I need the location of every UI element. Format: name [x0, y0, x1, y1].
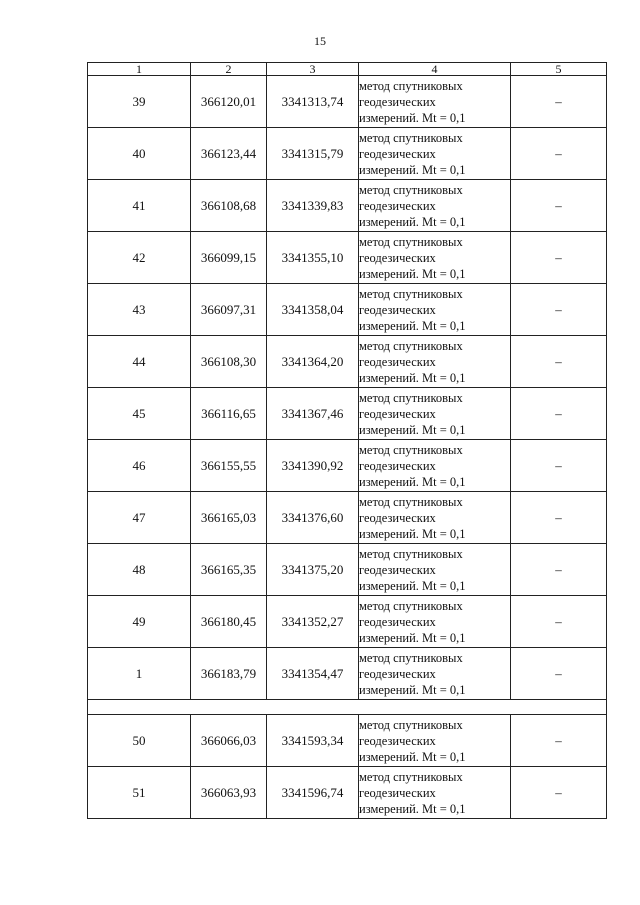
table-row	[88, 440, 607, 492]
method-cell	[359, 440, 511, 492]
x-coordinate-cell: 366180,45	[191, 596, 267, 648]
method-cell	[359, 648, 511, 700]
point-number-cell: 44	[88, 336, 191, 388]
column-header-number: 1	[88, 63, 191, 76]
table-row	[88, 232, 607, 284]
method-text-line: метод спутниковых	[359, 546, 463, 561]
x-coordinate-cell: 366108,68	[191, 180, 267, 232]
coordinates-table	[87, 62, 607, 819]
method-text-line: измерений. Mt = 0,1	[359, 370, 466, 385]
y-coordinate-cell: 3341354,47	[267, 648, 359, 700]
column-header-y: 3	[267, 63, 359, 76]
method-cell	[359, 180, 511, 232]
table-row	[88, 648, 607, 700]
column-header-x: 2	[191, 63, 267, 76]
error-cell: –	[511, 232, 607, 284]
method-text-line: измерений. Mt = 0,1	[359, 422, 466, 437]
x-coordinate-cell: 366155,55	[191, 440, 267, 492]
x-coordinate-cell: 366108,30	[191, 336, 267, 388]
method-text-line: измерений. Mt = 0,1	[359, 526, 466, 541]
error-cell: –	[511, 180, 607, 232]
y-coordinate-cell: 3341390,92	[267, 440, 359, 492]
gap-cell	[88, 700, 607, 715]
error-cell: –	[511, 128, 607, 180]
point-number-cell: 50	[88, 715, 191, 767]
method-text-line: геодезических	[359, 406, 436, 421]
method-cell	[359, 388, 511, 440]
method-text-line: измерений. Mt = 0,1	[359, 162, 466, 177]
table-row	[88, 767, 607, 819]
method-text-line: геодезических	[359, 510, 436, 525]
method-text-line: измерений. Mt = 0,1	[359, 801, 466, 816]
column-header-error: 5	[511, 63, 607, 76]
error-cell: –	[511, 544, 607, 596]
y-coordinate-cell: 3341375,20	[267, 544, 359, 596]
point-number-cell: 47	[88, 492, 191, 544]
y-coordinate-cell: 3341376,60	[267, 492, 359, 544]
table-row	[88, 492, 607, 544]
x-coordinate-cell: 366165,35	[191, 544, 267, 596]
method-text-line: метод спутниковых	[359, 442, 463, 457]
table-row	[88, 76, 607, 128]
table-row	[88, 180, 607, 232]
method-text-line: измерений. Mt = 0,1	[359, 214, 466, 229]
method-text-line: геодезических	[359, 562, 436, 577]
method-text-line: измерений. Mt = 0,1	[359, 318, 466, 333]
point-number-cell: 40	[88, 128, 191, 180]
header-row	[88, 63, 607, 76]
y-coordinate-cell: 3341339,83	[267, 180, 359, 232]
method-text-line: геодезических	[359, 785, 436, 800]
page-number: 15	[314, 34, 326, 48]
y-coordinate-cell: 3341358,04	[267, 284, 359, 336]
method-text-line: геодезических	[359, 458, 436, 473]
method-cell	[359, 544, 511, 596]
method-cell	[359, 767, 511, 819]
point-number-cell: 46	[88, 440, 191, 492]
table-row	[88, 715, 607, 767]
method-text-line: геодезических	[359, 94, 436, 109]
method-cell	[359, 336, 511, 388]
point-number-cell: 41	[88, 180, 191, 232]
x-coordinate-cell: 366116,65	[191, 388, 267, 440]
y-coordinate-cell: 3341367,46	[267, 388, 359, 440]
method-cell	[359, 715, 511, 767]
x-coordinate-cell: 366063,93	[191, 767, 267, 819]
table-row	[88, 336, 607, 388]
method-text-line: метод спутниковых	[359, 390, 463, 405]
method-text-line: метод спутниковых	[359, 234, 463, 249]
method-text-line: метод спутниковых	[359, 494, 463, 509]
point-number-cell: 49	[88, 596, 191, 648]
method-cell	[359, 596, 511, 648]
point-number-cell: 42	[88, 232, 191, 284]
table-body	[88, 76, 607, 819]
error-cell: –	[511, 767, 607, 819]
x-coordinate-cell: 366066,03	[191, 715, 267, 767]
method-text-line: геодезических	[359, 302, 436, 317]
method-text-line: метод спутниковых	[359, 286, 463, 301]
y-coordinate-cell: 3341596,74	[267, 767, 359, 819]
point-number-cell: 43	[88, 284, 191, 336]
error-cell: –	[511, 284, 607, 336]
error-cell: –	[511, 76, 607, 128]
method-text-line: метод спутниковых	[359, 650, 463, 665]
method-cell	[359, 284, 511, 336]
method-text-line: измерений. Mt = 0,1	[359, 110, 466, 125]
point-number-cell: 39	[88, 76, 191, 128]
method-text-line: измерений. Mt = 0,1	[359, 578, 466, 593]
method-text-line: геодезических	[359, 250, 436, 265]
method-text-line: геодезических	[359, 354, 436, 369]
error-cell: –	[511, 492, 607, 544]
y-coordinate-cell: 3341313,74	[267, 76, 359, 128]
method-cell	[359, 232, 511, 284]
error-cell: –	[511, 440, 607, 492]
method-text-line: геодезических	[359, 198, 436, 213]
y-coordinate-cell: 3341364,20	[267, 336, 359, 388]
method-text-line: измерений. Mt = 0,1	[359, 474, 466, 489]
method-text-line: метод спутниковых	[359, 338, 463, 353]
point-number-cell: 48	[88, 544, 191, 596]
method-cell	[359, 492, 511, 544]
method-text-line: измерений. Mt = 0,1	[359, 266, 466, 281]
method-text-line: измерений. Mt = 0,1	[359, 749, 466, 764]
table-row	[88, 544, 607, 596]
method-text-line: метод спутниковых	[359, 598, 463, 613]
point-number-cell: 51	[88, 767, 191, 819]
error-cell: –	[511, 596, 607, 648]
error-cell: –	[511, 715, 607, 767]
y-coordinate-cell: 3341593,34	[267, 715, 359, 767]
table-row	[88, 128, 607, 180]
point-number-cell: 1	[88, 648, 191, 700]
method-text-line: метод спутниковых	[359, 130, 463, 145]
method-text-line: метод спутниковых	[359, 78, 463, 93]
method-text-line: метод спутниковых	[359, 717, 463, 732]
table-row	[88, 284, 607, 336]
method-text-line: метод спутниковых	[359, 182, 463, 197]
y-coordinate-cell: 3341352,27	[267, 596, 359, 648]
method-cell	[359, 76, 511, 128]
x-coordinate-cell: 366183,79	[191, 648, 267, 700]
method-text-line: метод спутниковых	[359, 769, 463, 784]
table-row	[88, 596, 607, 648]
x-coordinate-cell: 366099,15	[191, 232, 267, 284]
error-cell: –	[511, 648, 607, 700]
method-text-line: геодезических	[359, 666, 436, 681]
x-coordinate-cell: 366120,01	[191, 76, 267, 128]
method-text-line: измерений. Mt = 0,1	[359, 682, 466, 697]
method-text-line: измерений. Mt = 0,1	[359, 630, 466, 645]
method-text-line: геодезических	[359, 146, 436, 161]
method-text-line: геодезических	[359, 614, 436, 629]
x-coordinate-cell: 366123,44	[191, 128, 267, 180]
error-cell: –	[511, 388, 607, 440]
method-cell	[359, 128, 511, 180]
method-text-line: геодезических	[359, 733, 436, 748]
x-coordinate-cell: 366097,31	[191, 284, 267, 336]
y-coordinate-cell: 3341315,79	[267, 128, 359, 180]
x-coordinate-cell: 366165,03	[191, 492, 267, 544]
point-number-cell: 45	[88, 388, 191, 440]
error-cell: –	[511, 336, 607, 388]
table-section-gap	[88, 700, 607, 715]
table-row	[88, 388, 607, 440]
y-coordinate-cell: 3341355,10	[267, 232, 359, 284]
column-header-method: 4	[359, 63, 511, 76]
